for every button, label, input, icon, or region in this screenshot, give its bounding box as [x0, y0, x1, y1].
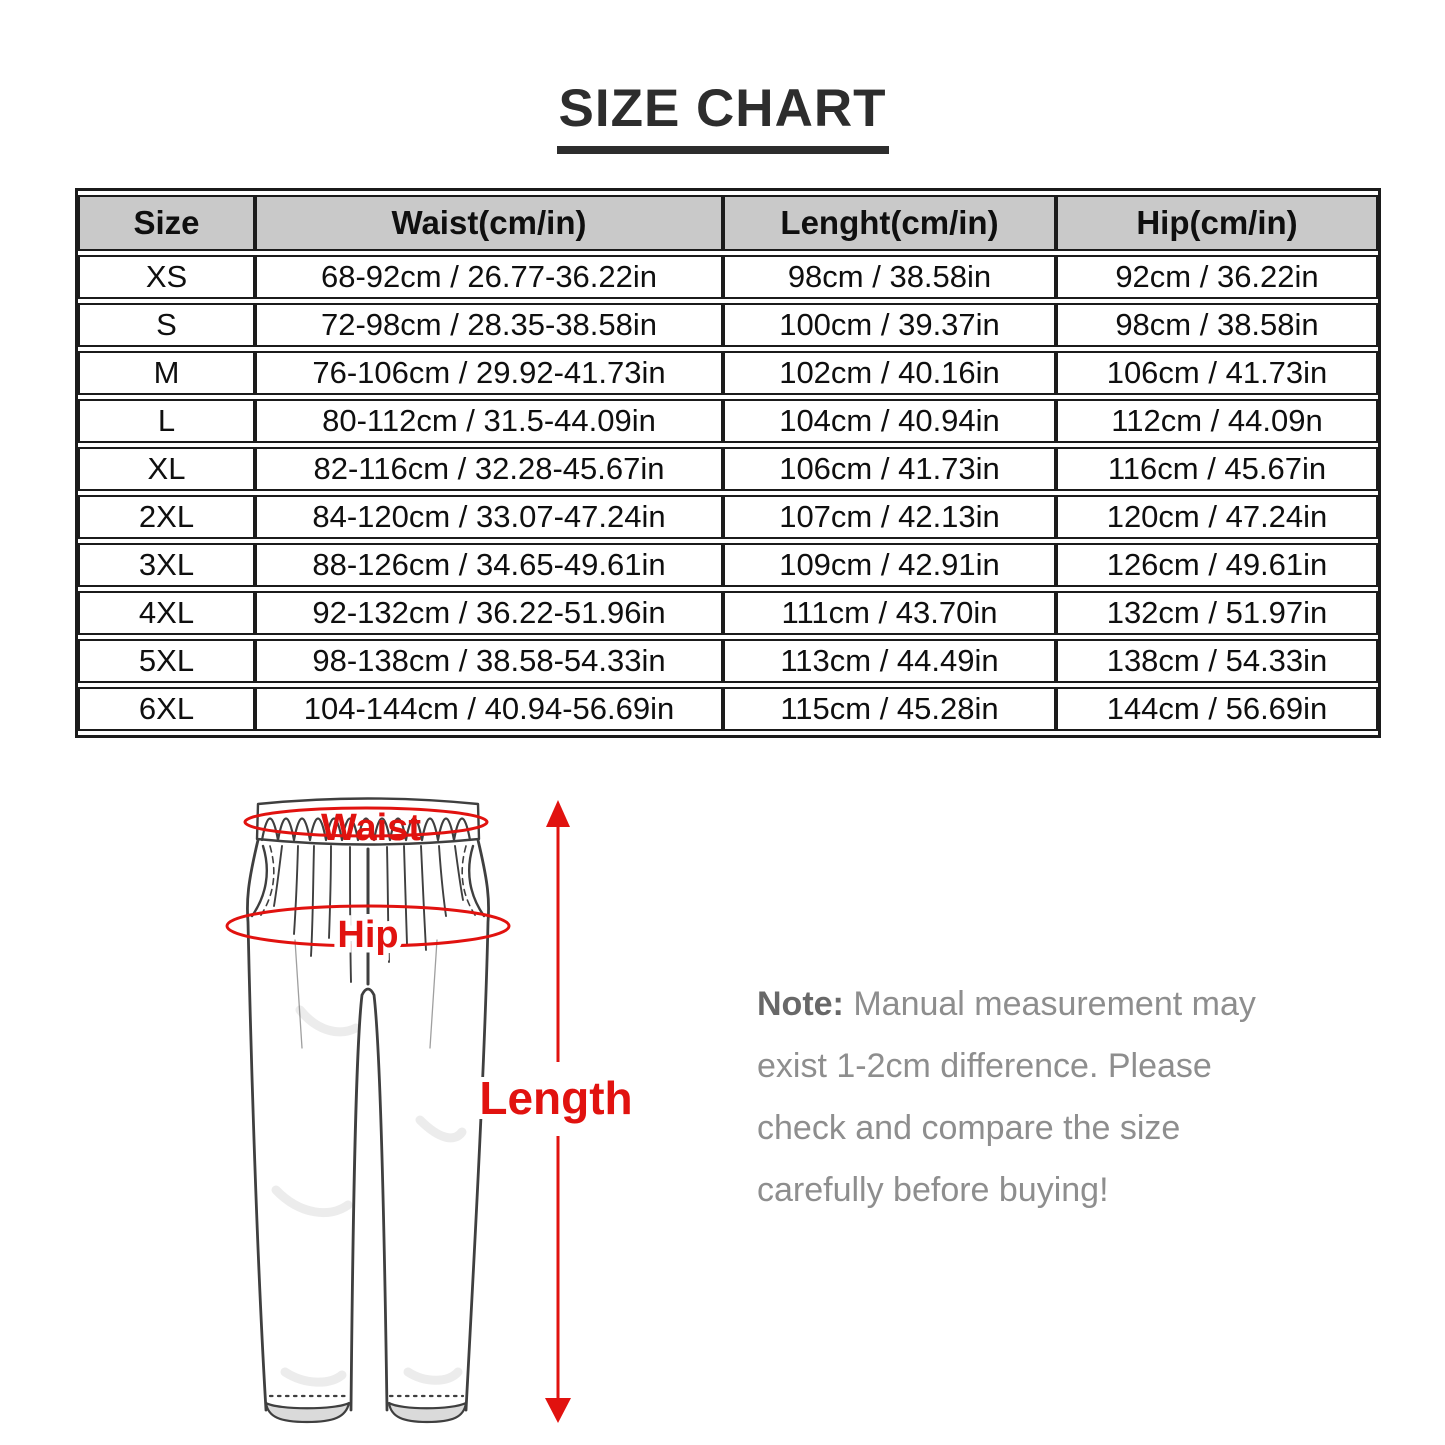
size-table [75, 188, 1381, 738]
size-cell: M [78, 351, 255, 395]
measurement-cell: 76-106cm / 29.92-41.73in [255, 351, 723, 395]
col-header-length: Lenght(cm/in) [723, 195, 1056, 251]
size-cell: XS [78, 255, 255, 299]
table-row [78, 399, 1378, 443]
measurement-cell: 98cm / 38.58in [1056, 303, 1378, 347]
hip-label: Hip [337, 914, 399, 956]
note-prefix: Note: [757, 985, 844, 1023]
measurement-cell: 138cm / 54.33in [1056, 639, 1378, 683]
table-row [78, 591, 1378, 635]
fabric-shading [276, 1010, 462, 1382]
measurement-cell: 104-144cm / 40.94-56.69in [255, 687, 723, 731]
measurement-cell: 106cm / 41.73in [1056, 351, 1378, 395]
table-row [78, 639, 1378, 683]
page-title: SIZE CHART [557, 78, 889, 154]
size-cell: 4XL [78, 591, 255, 635]
measurement-cell: 92cm / 36.22in [1056, 255, 1378, 299]
size-cell: XL [78, 447, 255, 491]
length-label: Length [479, 1072, 633, 1124]
waist-label: Waist [321, 807, 421, 849]
measurement-cell: 109cm / 42.91in [723, 543, 1056, 587]
measurement-cell: 92-132cm / 36.22-51.96in [255, 591, 723, 635]
measurement-cell: 120cm / 47.24in [1056, 495, 1378, 539]
size-cell: 5XL [78, 639, 255, 683]
measurement-cell: 98-138cm / 38.58-54.33in [255, 639, 723, 683]
note-body: Manual measurement may exist 1-2cm difference. Please check and compare the size carefully before buying! [757, 985, 1256, 1209]
measurement-cell: 72-98cm / 28.35-38.58in [255, 303, 723, 347]
measurement-cell: 107cm / 42.13in [723, 495, 1056, 539]
size-cell: L [78, 399, 255, 443]
measurement-cell: 132cm / 51.97in [1056, 591, 1378, 635]
measurement-cell: 88-126cm / 34.65-49.61in [255, 543, 723, 587]
measurement-cell: 84-120cm / 33.07-47.24in [255, 495, 723, 539]
right-cuff-hem [389, 1403, 466, 1422]
col-header-waist: Waist(cm/in) [255, 195, 723, 251]
measurement-cell: 82-116cm / 32.28-45.67in [255, 447, 723, 491]
col-header-size: Size [78, 195, 255, 251]
col-header-hip: Hip(cm/in) [1056, 195, 1378, 251]
table-row [78, 495, 1378, 539]
pants-drawing [247, 799, 488, 1423]
size-cell: S [78, 303, 255, 347]
table-row [78, 687, 1378, 731]
measurement-cell: 116cm / 45.67in [1056, 447, 1378, 491]
measurement-cell: 115cm / 45.28in [723, 687, 1056, 731]
left-cuff-hem [266, 1403, 349, 1422]
measurement-cell: 111cm / 43.70in [723, 591, 1056, 635]
measurement-cell: 113cm / 44.49in [723, 639, 1056, 683]
size-cell: 6XL [78, 687, 255, 731]
measurement-cell: 104cm / 40.94in [723, 399, 1056, 443]
right-outer-seam [466, 840, 489, 1410]
length-arrowhead-up [546, 800, 570, 827]
table-row [78, 447, 1378, 491]
note-text [757, 973, 1269, 1221]
table-header-row [78, 195, 1378, 251]
measurement-cell: 144cm / 56.69in [1056, 687, 1378, 731]
measurement-cell: 102cm / 40.16in [723, 351, 1056, 395]
size-cell: 3XL [78, 543, 255, 587]
measurement-cell: 112cm / 44.09n [1056, 399, 1378, 443]
inner-seams [351, 989, 387, 1410]
table-row [78, 351, 1378, 395]
measurement-cell: 126cm / 49.61in [1056, 543, 1378, 587]
size-cell: 2XL [78, 495, 255, 539]
measurement-cell: 106cm / 41.73in [723, 447, 1056, 491]
left-outer-seam [247, 840, 266, 1410]
table-row [78, 303, 1378, 347]
measurement-cell: 98cm / 38.58in [723, 255, 1056, 299]
table-row [78, 255, 1378, 299]
measurement-cell: 100cm / 39.37in [723, 303, 1056, 347]
measurement-cell: 80-112cm / 31.5-44.09in [255, 399, 723, 443]
table-row [78, 543, 1378, 587]
length-arrowhead-down [545, 1398, 571, 1423]
measurement-cell: 68-92cm / 26.77-36.22in [255, 255, 723, 299]
